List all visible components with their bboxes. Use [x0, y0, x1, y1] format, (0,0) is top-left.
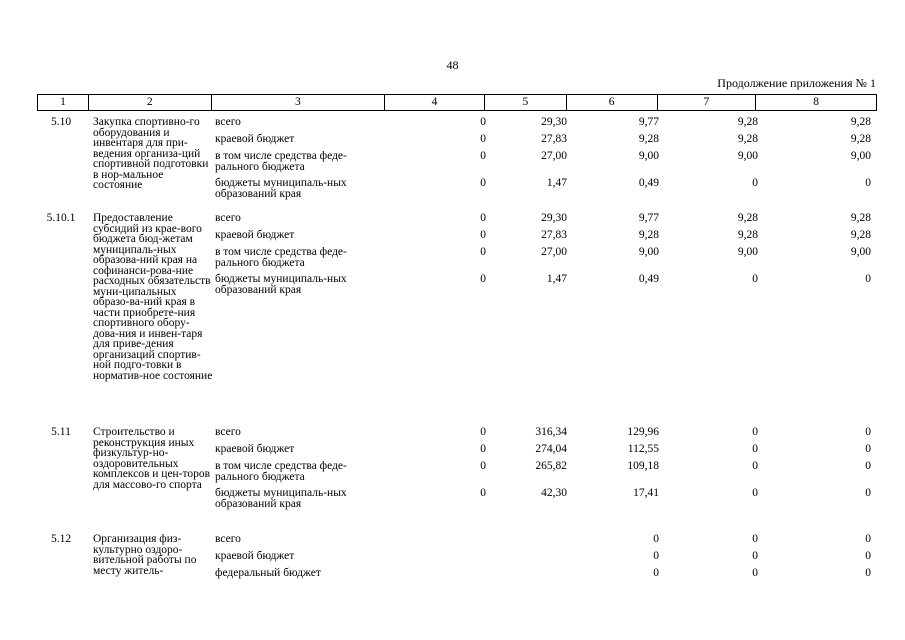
cell-col4: 0	[480, 273, 486, 285]
item-number: 5.10.1	[46, 212, 76, 224]
item-name: Организация физ-культурно оздоро-вительной работы по месту житель-	[93, 533, 197, 577]
row-label: всего	[215, 212, 241, 224]
cell-col8: 0	[865, 567, 871, 579]
table-row	[37, 274, 877, 294]
item-name: Закупка спортивно-го оборудования и инвентаря для при-ведения организа-ций спортивной подготовки в нор-мальное состояние	[93, 116, 209, 191]
cell-col7: 0	[752, 550, 758, 562]
cell-col4: 0	[480, 116, 486, 128]
item-name: Предоставление субсидий из крае-вого бюджета бюд-жетам муниципаль-ных образова-ний края на софинанси-рова-ние расходных обязательств муни-ципальных образо-ва-ний края в части приобрете-ния спортивного обору-дова-ния и инвен-таря для приве-дения организаций спортив-ной подго-товки в норматив-ное состояние	[93, 212, 213, 382]
cell-col8: 0	[865, 443, 871, 455]
cell-col4: 0	[480, 212, 486, 224]
cell-col8: 0	[865, 533, 871, 545]
cell-col6: 112,55	[627, 443, 659, 455]
header-cell: 5	[485, 95, 567, 110]
cell-col4: 0	[480, 246, 486, 258]
cell-col5: 42,30	[541, 487, 567, 499]
header-cell: 2	[89, 95, 212, 110]
cell-col5: 265,82	[535, 460, 567, 472]
cell-col7: 9,00	[737, 246, 758, 258]
header-cell: 7	[658, 95, 757, 110]
table-row	[37, 461, 877, 481]
cell-col5: 316,34	[535, 426, 567, 438]
cell-col8: 9,28	[850, 133, 871, 145]
cell-col4: 0	[480, 487, 486, 499]
cell-col7: 9,28	[737, 229, 758, 241]
row-label: краевой бюджет	[215, 550, 295, 562]
row-label: бюджеты муниципаль-ных образований края	[215, 273, 347, 296]
cell-col6: 9,00	[638, 246, 659, 258]
table-row	[37, 568, 877, 588]
cell-col5: 274,04	[535, 443, 567, 455]
cell-col6: 109,18	[627, 460, 659, 472]
continuation-label: Продолжение приложения № 1	[717, 76, 876, 90]
cell-col7: 9,28	[737, 116, 758, 128]
item-number: 5.12	[50, 533, 72, 545]
row-label: бюджеты муниципаль-ных образований края	[215, 487, 347, 510]
cell-col4: 0	[480, 443, 486, 455]
cell-col5: 1,47	[546, 273, 567, 285]
cell-col7: 9,00	[737, 150, 758, 162]
cell-col5: 27,00	[541, 246, 567, 258]
cell-col5: 29,30	[541, 212, 567, 224]
cell-col6: 9,00	[638, 150, 659, 162]
cell-col5: 29,30	[541, 116, 567, 128]
table-row	[37, 151, 877, 171]
cell-col7: 9,28	[737, 133, 758, 145]
cell-col6: 0	[653, 567, 659, 579]
row-label: всего	[215, 533, 241, 545]
cell-col4: 0	[480, 133, 486, 145]
cell-col8: 0	[865, 550, 871, 562]
cell-col7: 0	[752, 177, 758, 189]
cell-col8: 9,00	[850, 150, 871, 162]
row-label: краевой бюджет	[215, 443, 295, 455]
table-row	[37, 488, 877, 508]
table-row	[37, 247, 877, 267]
row-label: бюджеты муниципаль-ных образований края	[215, 177, 347, 200]
cell-col4: 0	[480, 229, 486, 241]
item-number: 5.10	[50, 116, 72, 128]
cell-col8: 9,28	[850, 116, 871, 128]
row-label: всего	[215, 426, 241, 438]
cell-col6: 0	[653, 533, 659, 545]
cell-col6: 129,96	[627, 426, 659, 438]
cell-col8: 0	[865, 177, 871, 189]
cell-col6: 0	[653, 550, 659, 562]
row-label: в том числе средства феде-рального бюджета	[215, 460, 347, 483]
row-label: в том числе средства феде-рального бюджета	[215, 246, 347, 269]
item-number: 5.11	[51, 426, 71, 438]
header-cell: 3	[212, 95, 386, 110]
cell-col7: 0	[752, 567, 758, 579]
header-cell: 1	[38, 95, 89, 110]
cell-col5: 27,00	[541, 150, 567, 162]
cell-col4: 0	[480, 177, 486, 189]
cell-col7: 0	[752, 273, 758, 285]
cell-col6: 9,28	[638, 229, 659, 241]
cell-col4: 0	[480, 426, 486, 438]
header-cell: 4	[385, 95, 485, 110]
cell-col5: 27,83	[541, 133, 567, 145]
cell-col8: 0	[865, 487, 871, 499]
cell-col7: 0	[752, 487, 758, 499]
page-number: 48	[446, 58, 459, 72]
cell-col6: 17,41	[633, 487, 659, 499]
cell-col6: 9,28	[638, 133, 659, 145]
cell-col7: 0	[752, 426, 758, 438]
header-cell: 8	[813, 96, 820, 108]
cell-col4: 0	[480, 150, 486, 162]
row-label: краевой бюджет	[215, 133, 295, 145]
cell-col8: 9,28	[850, 212, 871, 224]
cell-col7: 0	[752, 443, 758, 455]
item-name: Строительство и реконструкция иных физкультур-но-оздоровительных комплексов и цен-торов для массово-го спорта	[93, 426, 211, 491]
header-cell: 6	[567, 95, 658, 110]
row-label: всего	[215, 116, 241, 128]
cell-col6: 9,77	[638, 212, 659, 224]
cell-col6: 0,49	[638, 177, 659, 189]
cell-col6: 0,49	[638, 273, 659, 285]
cell-col4: 0	[480, 460, 486, 472]
cell-col8: 0	[865, 426, 871, 438]
cell-col8: 9,28	[850, 229, 871, 241]
cell-col7: 0	[752, 533, 758, 545]
cell-col5: 1,47	[546, 177, 567, 189]
cell-col8: 0	[865, 273, 871, 285]
cell-col7: 0	[752, 460, 758, 472]
cell-col8: 0	[865, 460, 871, 472]
cell-col5: 27,83	[541, 229, 567, 241]
cell-col8: 9,00	[850, 246, 871, 258]
row-label: в том числе средства феде-рального бюджета	[215, 150, 347, 173]
table-header	[37, 94, 877, 111]
row-label: краевой бюджет	[215, 229, 295, 241]
table-row	[37, 178, 877, 198]
cell-col7: 9,28	[737, 212, 758, 224]
row-label: федеральный бюджет	[215, 567, 321, 579]
cell-col6: 9,77	[638, 116, 659, 128]
